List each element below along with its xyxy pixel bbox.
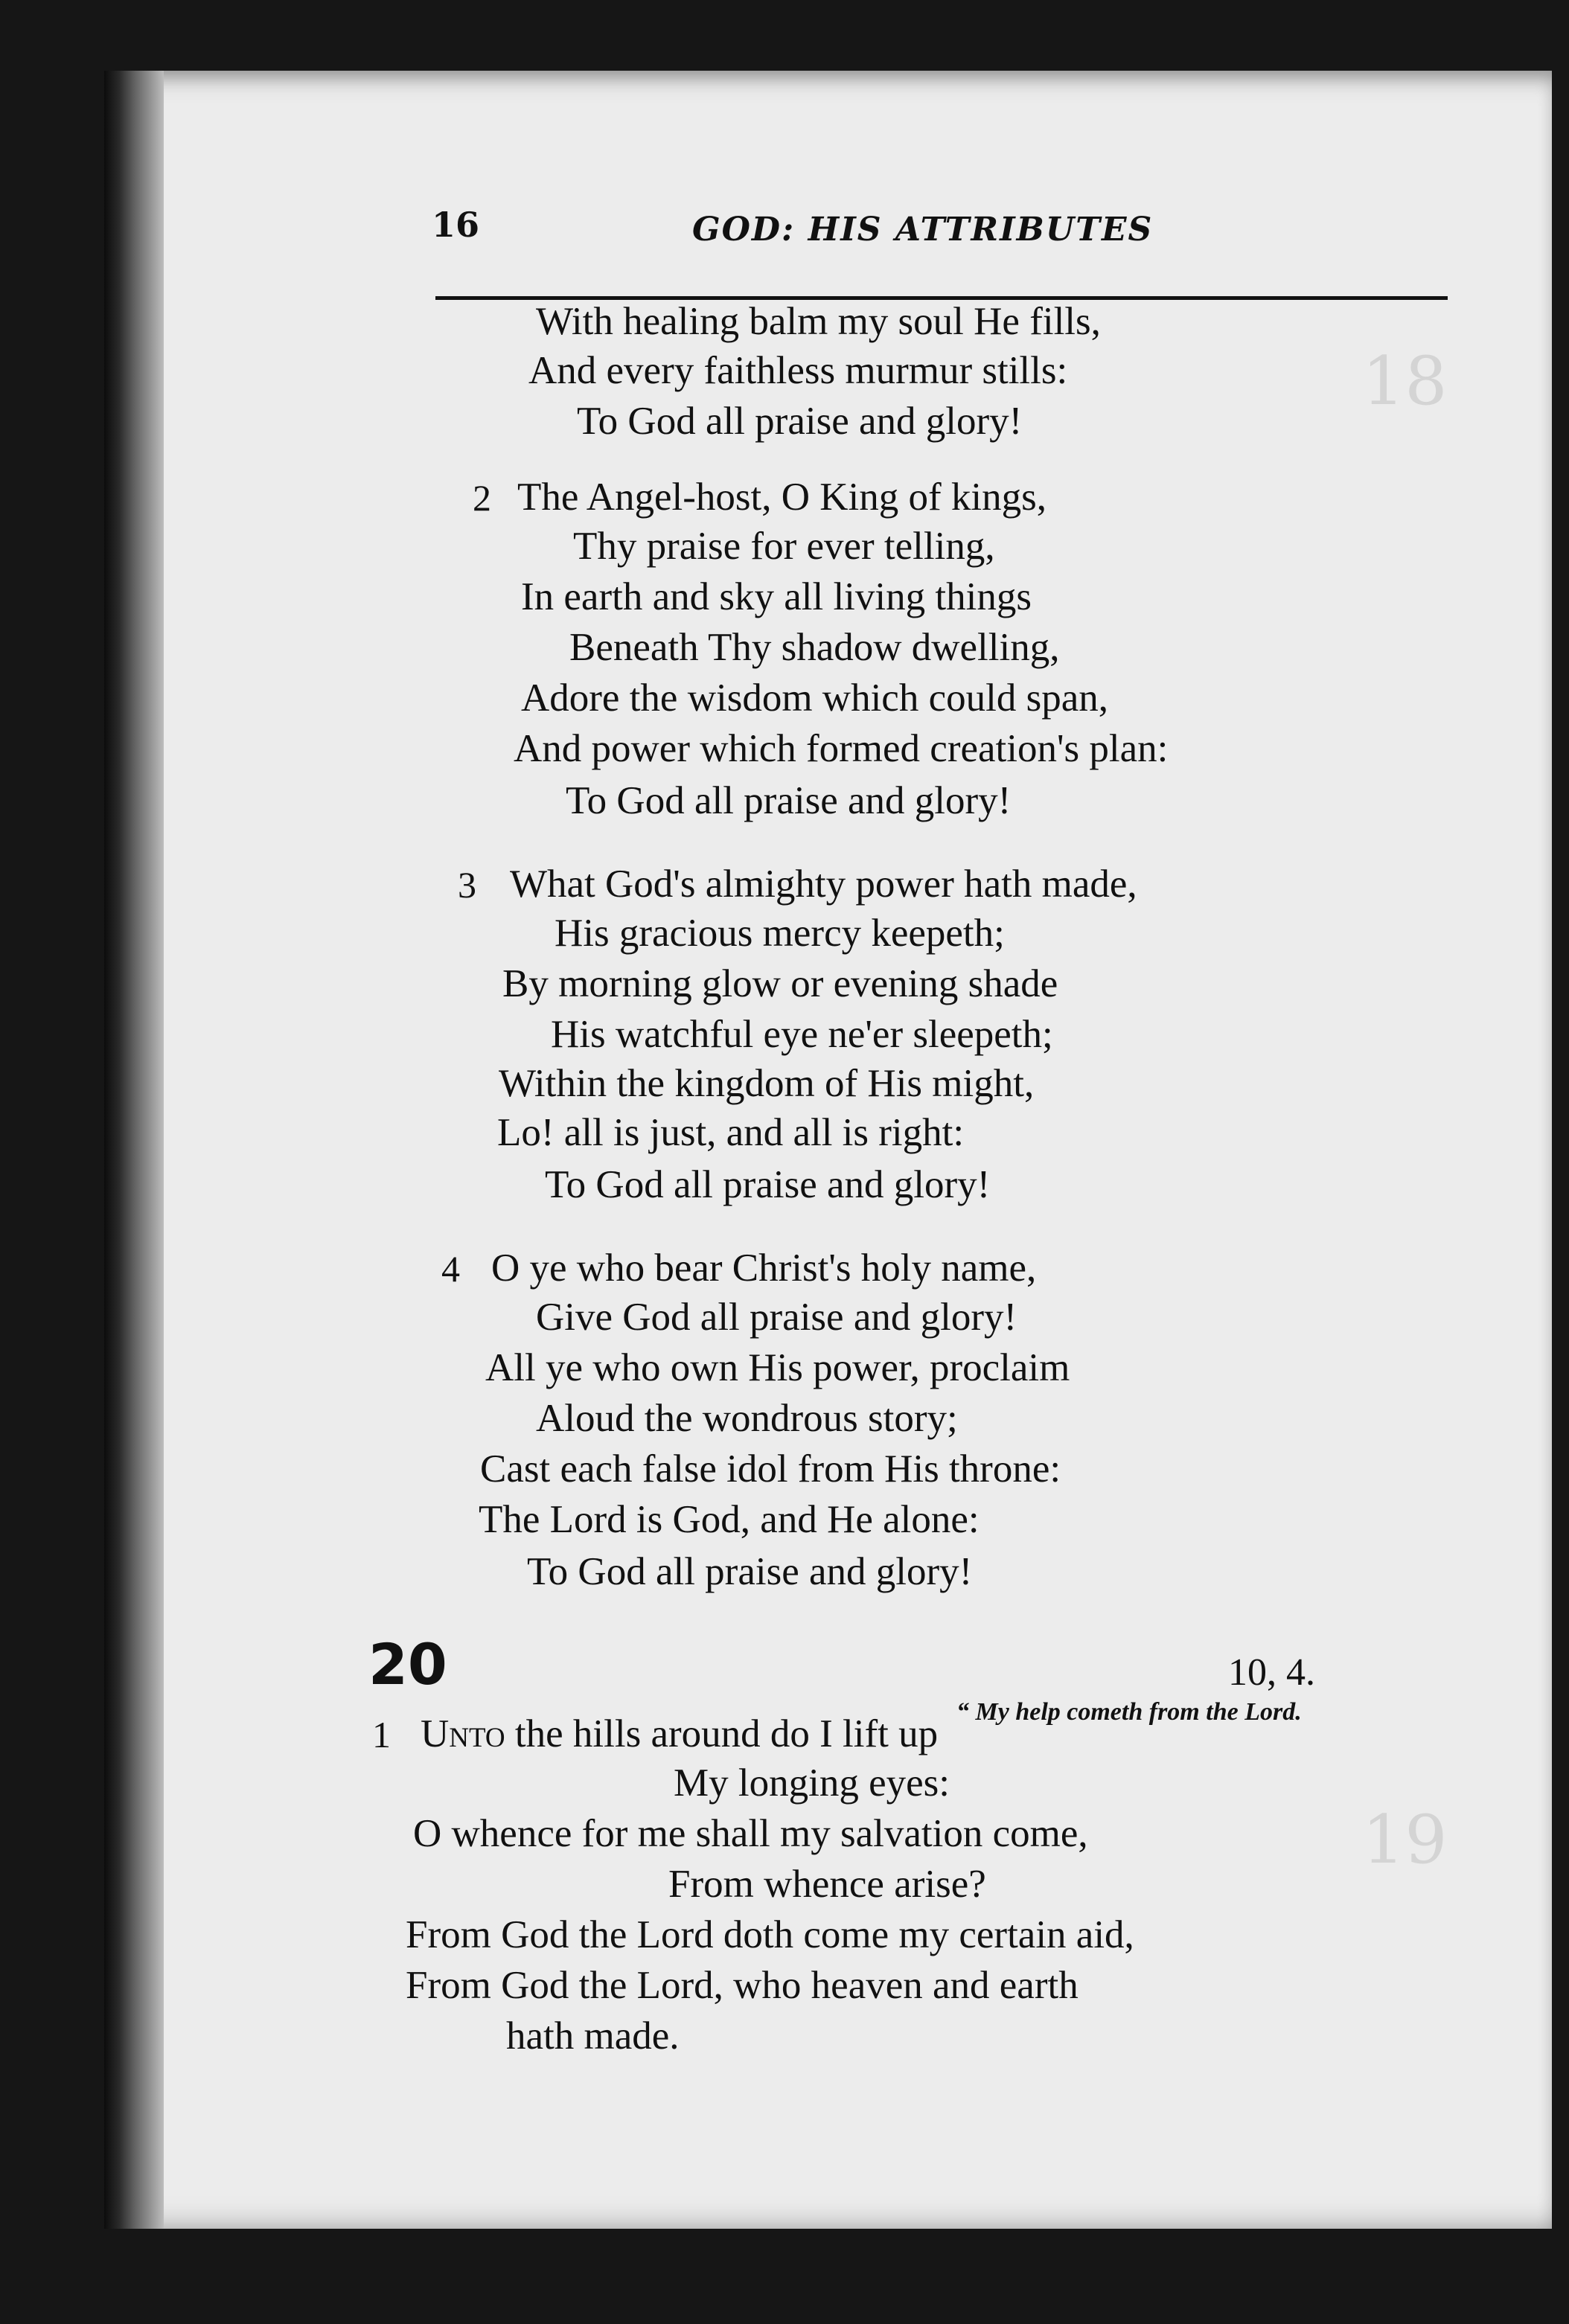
- scripture-reference: “ My help cometh from the Lord.: [956, 1698, 1302, 1726]
- verse-line: His watchful eye ne'er sleepeth;: [551, 1013, 1053, 1056]
- verse-line: Beneath Thy shadow dwelling,: [569, 626, 1060, 669]
- verse-number: 3: [458, 864, 476, 906]
- verse-line: O ye who bear Christ's holy name,: [491, 1246, 1037, 1290]
- verse-line: The Angel-host, O King of kings,: [517, 476, 1047, 519]
- verse-line: From whence arise?: [668, 1863, 986, 1906]
- page-header: [432, 205, 1451, 294]
- verse-line: The Lord is God, and He alone:: [479, 1498, 980, 1541]
- verse-line: To God all praise and glory!: [545, 1163, 991, 1206]
- verse-line: To God all praise and glory!: [566, 779, 1012, 822]
- verse-line: Cast each false idol from His throne:: [480, 1447, 1061, 1491]
- verse-line: O whence for me shall my salvation come,: [413, 1812, 1088, 1855]
- book-gutter-shadow: [104, 71, 164, 2229]
- verse-line: In earth and sky all living things: [521, 575, 1032, 618]
- verse-line: Give God all praise and glory!: [536, 1296, 1017, 1339]
- running-head: GOD: HIS ATTRIBUTES: [692, 211, 1154, 249]
- verse-line: To God all praise and glory!: [527, 1550, 973, 1593]
- hymn-number: 20: [368, 1631, 447, 1697]
- verse-line: From God the Lord doth come my certain aid,: [406, 1913, 1134, 1956]
- verse-line: Within the kingdom of His might,: [499, 1062, 1035, 1105]
- verse-line: Lo! all is just, and all is right:: [497, 1111, 965, 1154]
- verse-line: From God the Lord, who heaven and earth: [406, 1964, 1079, 2007]
- verse-line: Adore the wisdom which could span,: [521, 676, 1108, 720]
- verse-number: 2: [473, 477, 491, 519]
- verse-initial-word: Unto: [421, 1712, 505, 1755]
- verse-line-text: the hills around do I lift up: [505, 1712, 939, 1755]
- verse-line: Aloud the wondrous story;: [536, 1397, 958, 1440]
- verse-line: With healing balm my soul He fills,: [536, 300, 1101, 343]
- verse-line: And power which formed creation's plan:: [514, 727, 1169, 770]
- verse-line: hath made.: [506, 2014, 680, 2058]
- verse-line: My longing eyes:: [674, 1761, 950, 1805]
- verse-line: His gracious mercy keepeth;: [555, 912, 1005, 955]
- page-number: 16: [432, 205, 480, 245]
- verse-line: What God's almighty power hath made,: [510, 862, 1137, 906]
- verse-line: To God all praise and glory!: [577, 400, 1023, 443]
- verse-line: All ye who own His power, proclaim: [485, 1346, 1070, 1389]
- verse-line: Thy praise for ever telling,: [573, 525, 995, 568]
- bleed-through-number: 19: [1362, 1801, 1448, 1879]
- hymn-meter: 10, 4.: [1228, 1651, 1315, 1694]
- verse-number: 1: [372, 1714, 391, 1755]
- verse-number: 4: [441, 1248, 460, 1290]
- verse-line: [421, 1710, 938, 1758]
- verse-line: And every faithless murmur stills:: [528, 349, 1068, 392]
- verse-line: By morning glow or evening shade: [502, 962, 1058, 1005]
- bleed-through-number: 18: [1362, 342, 1448, 420]
